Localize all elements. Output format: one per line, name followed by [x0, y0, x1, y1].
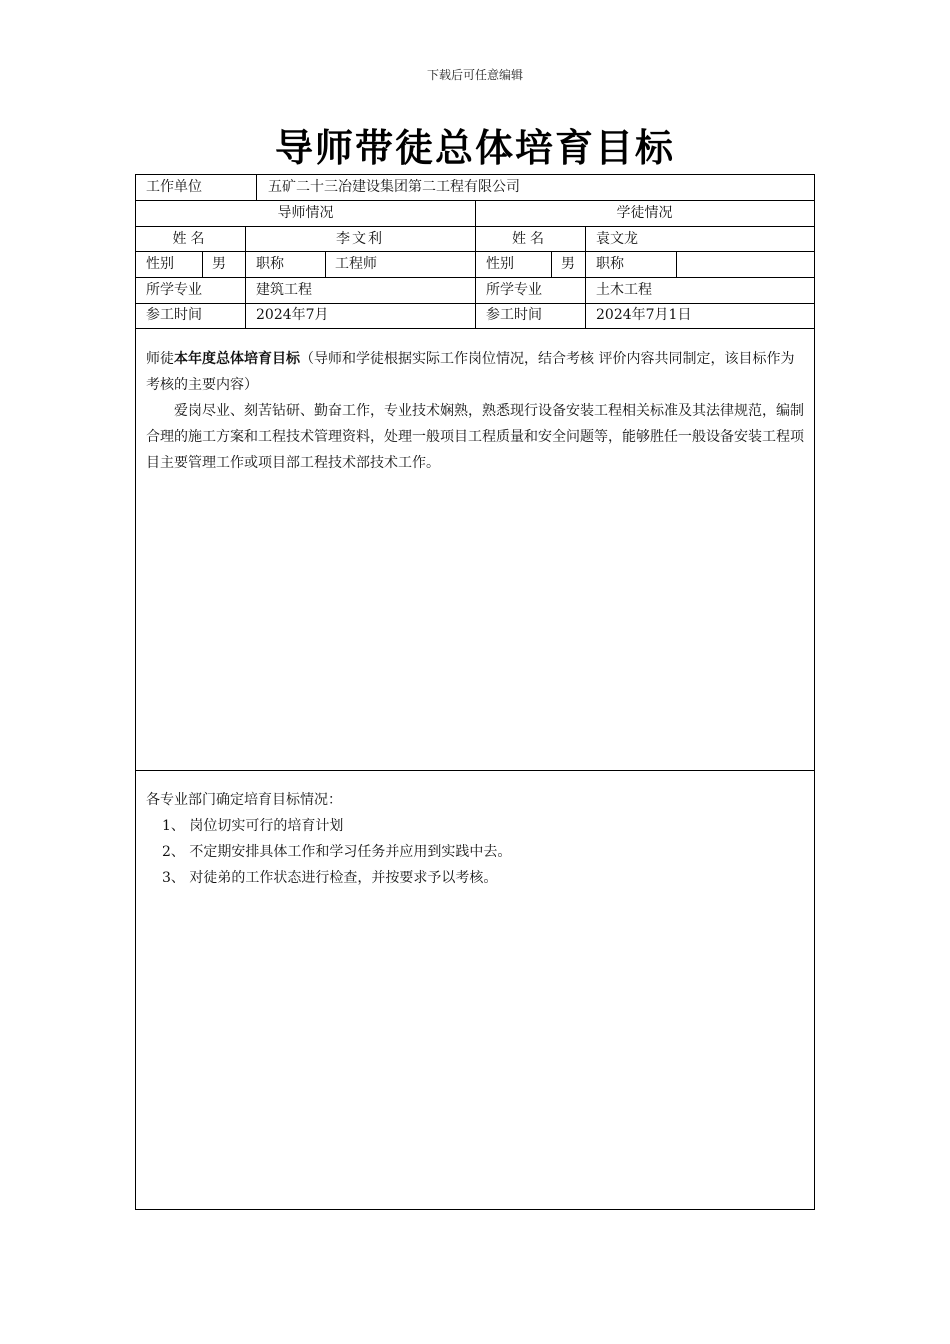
row-divider — [136, 328, 814, 329]
mentor-gender-label: 性别 — [146, 256, 174, 272]
training-goals-section — [146, 346, 804, 476]
apprentice-major-label: 所学专业 — [486, 282, 542, 298]
apprentice-major-value: 土木工程 — [596, 282, 652, 298]
list-item: 1、 岗位切实可行的培育计划 — [162, 818, 344, 834]
mentor-major-value: 建筑工程 — [256, 282, 312, 298]
apprentice-start-value: 2024年7月1日 — [596, 307, 692, 323]
apprentice-name-label: 姓名 — [512, 231, 548, 247]
goals-body: 爱岗尽业、刻苦钻研、勤奋工作，专业技术娴熟，熟悉现行设备安装工程相关标准及其法律规范，编制合理的施工方案和工程技术管理资料，处理一般项目工程质量和安全问题等，能够胜任一般设备安装工程项目主要管理工作或项目部工程技术部技术工作。 — [146, 403, 804, 471]
list-item: 3、 对徒弟的工作状态进行检查，并按要求予以考核。 — [162, 870, 498, 886]
mentor-name-value: 李文利 — [336, 231, 384, 247]
department-goals-section — [146, 787, 804, 891]
apprentice-start-label: 参工时间 — [486, 307, 542, 323]
mentor-major-label: 所学专业 — [146, 282, 202, 298]
col-divider — [676, 251, 677, 277]
goals-intro — [146, 346, 804, 398]
apprentice-gender-value: 男 — [561, 256, 575, 272]
work-unit-label: 工作单位 — [146, 179, 202, 195]
col-divider — [551, 251, 552, 277]
form-table — [135, 174, 815, 1210]
page-title: 导师带徒总体培育目标 — [274, 126, 675, 170]
mentor-section-header: 导师情况 — [277, 205, 334, 221]
mentor-gender-value: 男 — [212, 256, 226, 272]
apprentice-title-label: 职称 — [596, 256, 624, 272]
work-unit-value: 五矿二十三冶建设集团第二工程有限公司 — [268, 179, 520, 195]
apprentice-section-header: 学徒情况 — [616, 205, 673, 221]
goals-bold-heading: 本年度总体培育目标 — [174, 351, 300, 367]
mentor-title-label: 职称 — [256, 256, 284, 272]
apprentice-gender-label: 性别 — [486, 256, 514, 272]
department-heading: 各专业部门确定培育目标情况： — [146, 792, 342, 808]
goals-note: （导师和学徒根据实际工作岗位情况，结合考核 评价内容共同制定，该目标作为考核的主要内容） — [146, 351, 795, 393]
list-item: 2、 不定期安排具体工作和学习任务并应用到实践中去。 — [162, 844, 512, 860]
col-divider — [256, 175, 257, 200]
mentor-start-label: 参工时间 — [146, 307, 202, 323]
col-divider — [325, 251, 326, 277]
header-note: 下载后可任意编辑 — [426, 68, 523, 82]
mentor-start-value: 2024年7月 — [256, 307, 329, 323]
mentor-title-value: 工程师 — [335, 256, 377, 272]
apprentice-name-value: 袁文龙 — [596, 231, 638, 247]
section-divider — [136, 770, 814, 771]
mentor-name-label: 姓名 — [172, 231, 209, 247]
col-divider — [202, 251, 203, 277]
goals-prefix: 师徒 — [146, 351, 174, 367]
col-divider — [585, 226, 586, 328]
